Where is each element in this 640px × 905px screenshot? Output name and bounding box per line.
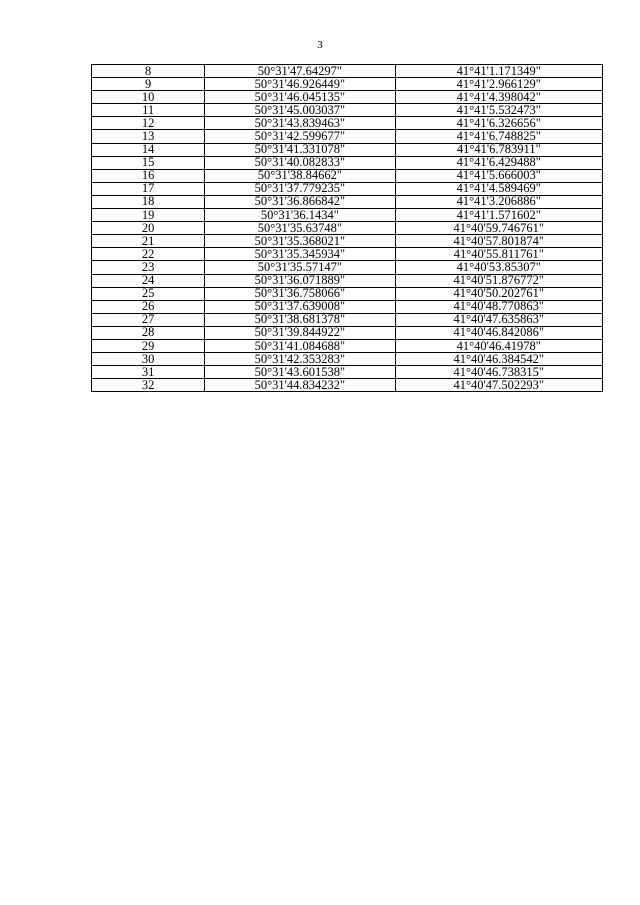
longitude-cell: 41°40'59.746761"	[395, 222, 602, 235]
table-row	[92, 235, 603, 248]
table-row	[92, 182, 603, 195]
latitude-cell: 50°31'44.834232"	[205, 379, 395, 392]
latitude-cell: 50°31'43.601538"	[205, 366, 395, 379]
latitude-cell: 50°31'35.63748"	[205, 222, 395, 235]
longitude-cell: 41°40'46.384542"	[395, 353, 602, 366]
table-row	[92, 130, 603, 143]
longitude-cell: 41°40'47.502293"	[395, 379, 602, 392]
table-row	[92, 117, 603, 130]
longitude-cell: 41°41'6.429488"	[395, 156, 602, 169]
latitude-cell: 50°31'42.599677"	[205, 130, 395, 143]
point-number-cell: 21	[92, 235, 205, 248]
table-row	[92, 91, 603, 104]
table-row	[92, 261, 603, 274]
point-number-cell: 27	[92, 313, 205, 326]
latitude-cell: 50°31'41.331078"	[205, 143, 395, 156]
latitude-cell: 50°31'36.758066"	[205, 287, 395, 300]
longitude-cell: 41°40'47.635863"	[395, 313, 602, 326]
latitude-cell: 50°31'37.639008"	[205, 300, 395, 313]
coordinates-table	[91, 64, 603, 392]
table-row	[92, 353, 603, 366]
table-row	[92, 156, 603, 169]
point-number-cell: 18	[92, 195, 205, 208]
table-row	[92, 248, 603, 261]
point-number-cell: 26	[92, 300, 205, 313]
point-number-cell: 8	[92, 65, 205, 78]
latitude-cell: 50°31'38.84662"	[205, 169, 395, 182]
point-number-cell: 25	[92, 287, 205, 300]
longitude-cell: 41°41'2.966129"	[395, 78, 602, 91]
longitude-cell: 41°41'5.532473"	[395, 104, 602, 117]
point-number-cell: 23	[92, 261, 205, 274]
point-number-cell: 24	[92, 274, 205, 287]
longitude-cell: 41°40'50.202761"	[395, 287, 602, 300]
table-row	[92, 366, 603, 379]
latitude-cell: 50°31'47.64297"	[205, 65, 395, 78]
latitude-cell: 50°31'45.003037"	[205, 104, 395, 117]
latitude-cell: 50°31'35.368021"	[205, 235, 395, 248]
point-number-cell: 15	[92, 156, 205, 169]
longitude-cell: 41°41'4.589469"	[395, 182, 602, 195]
point-number-cell: 11	[92, 104, 205, 117]
table-row	[92, 313, 603, 326]
longitude-cell: 41°41'3.206886"	[395, 195, 602, 208]
latitude-cell: 50°31'36.071889"	[205, 274, 395, 287]
latitude-cell: 50°31'38.681378"	[205, 313, 395, 326]
latitude-cell: 50°31'36.1434"	[205, 209, 395, 222]
table-row	[92, 65, 603, 78]
table-row	[92, 326, 603, 339]
longitude-cell: 41°41'1.571602"	[395, 209, 602, 222]
latitude-cell: 50°31'43.839463"	[205, 117, 395, 130]
table-row	[92, 274, 603, 287]
coordinates-table-body	[92, 65, 603, 392]
longitude-cell: 41°40'46.842086"	[395, 326, 602, 339]
longitude-cell: 41°40'48.770863"	[395, 300, 602, 313]
page-number: 3	[317, 39, 323, 51]
point-number-cell: 14	[92, 143, 205, 156]
longitude-cell: 41°41'4.398042"	[395, 91, 602, 104]
point-number-cell: 13	[92, 130, 205, 143]
table-row	[92, 195, 603, 208]
table-row	[92, 379, 603, 392]
latitude-cell: 50°31'39.844922"	[205, 326, 395, 339]
longitude-cell: 41°41'5.666003"	[395, 169, 602, 182]
point-number-cell: 10	[92, 91, 205, 104]
latitude-cell: 50°31'37.779235"	[205, 182, 395, 195]
longitude-cell: 41°40'55.811761"	[395, 248, 602, 261]
table-row	[92, 339, 603, 352]
point-number-cell: 9	[92, 78, 205, 91]
point-number-cell: 31	[92, 366, 205, 379]
table-row	[92, 209, 603, 222]
latitude-cell: 50°31'40.082833"	[205, 156, 395, 169]
point-number-cell: 32	[92, 379, 205, 392]
latitude-cell: 50°31'35.57147"	[205, 261, 395, 274]
point-number-cell: 29	[92, 339, 205, 352]
point-number-cell: 22	[92, 248, 205, 261]
longitude-cell: 41°40'53.85307"	[395, 261, 602, 274]
table-row	[92, 169, 603, 182]
longitude-cell: 41°40'46.41978"	[395, 339, 602, 352]
latitude-cell: 50°31'35.345934"	[205, 248, 395, 261]
table-row	[92, 143, 603, 156]
latitude-cell: 50°31'42.353283"	[205, 353, 395, 366]
point-number-cell: 12	[92, 117, 205, 130]
table-row	[92, 287, 603, 300]
table-row	[92, 222, 603, 235]
longitude-cell: 41°40'46.738315"	[395, 366, 602, 379]
latitude-cell: 50°31'46.926449"	[205, 78, 395, 91]
table-row	[92, 300, 603, 313]
point-number-cell: 16	[92, 169, 205, 182]
point-number-cell: 19	[92, 209, 205, 222]
longitude-cell: 41°41'6.326656"	[395, 117, 602, 130]
longitude-cell: 41°41'6.748825"	[395, 130, 602, 143]
longitude-cell: 41°41'1.171349"	[395, 65, 602, 78]
latitude-cell: 50°31'46.045135"	[205, 91, 395, 104]
point-number-cell: 30	[92, 353, 205, 366]
point-number-cell: 17	[92, 182, 205, 195]
latitude-cell: 50°31'41.084688"	[205, 339, 395, 352]
table-row	[92, 104, 603, 117]
latitude-cell: 50°31'36.866842"	[205, 195, 395, 208]
point-number-cell: 20	[92, 222, 205, 235]
point-number-cell: 28	[92, 326, 205, 339]
longitude-cell: 41°40'57.801874"	[395, 235, 602, 248]
longitude-cell: 41°41'6.783911"	[395, 143, 602, 156]
table-row	[92, 78, 603, 91]
longitude-cell: 41°40'51.876772"	[395, 274, 602, 287]
